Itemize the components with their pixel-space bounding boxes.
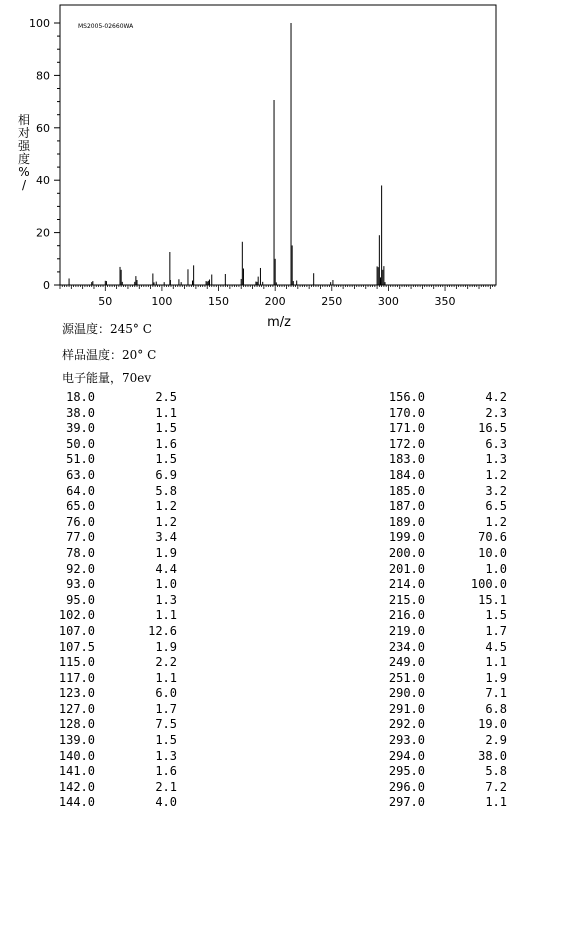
peak-table-row — [383, 686, 507, 702]
relative-intensity-value: 7.5 — [155, 717, 177, 732]
mz-value: 50.0 — [66, 436, 95, 451]
peak-table-row — [53, 624, 177, 640]
mz-value: 214.0 — [388, 577, 425, 592]
peak-table-row — [53, 468, 177, 484]
mz-value: 107.0 — [58, 623, 95, 638]
mz-value: 171.0 — [388, 421, 425, 436]
mz-value: 63.0 — [66, 467, 95, 482]
y-axis-label-char: / — [21, 178, 27, 192]
peak-table-row — [383, 655, 507, 671]
relative-intensity-value: 1.1 — [155, 608, 177, 623]
peak-table-row — [53, 733, 177, 749]
x-tick-label: 100 — [151, 295, 173, 308]
relative-intensity-value: 1.6 — [155, 764, 177, 779]
x-axis — [60, 285, 495, 308]
mz-value: 201.0 — [388, 561, 425, 576]
mz-value: 292.0 — [388, 717, 425, 732]
peak-table-row — [53, 780, 177, 796]
mz-value: 39.0 — [66, 421, 95, 436]
y-axis — [29, 17, 60, 292]
mz-value: 65.0 — [66, 499, 95, 514]
peak-table-row — [383, 468, 507, 484]
peak-table-row — [383, 780, 507, 796]
mz-value: 102.0 — [58, 608, 95, 623]
relative-intensity-value: 2.5 — [155, 390, 177, 404]
relative-intensity-value: 7.1 — [485, 686, 507, 701]
relative-intensity-value: 2.9 — [485, 733, 507, 748]
relative-intensity-value: 1.0 — [485, 561, 507, 576]
peak-table-row — [53, 390, 177, 406]
peak-table-row — [383, 421, 507, 437]
y-axis-label-char: % — [18, 165, 30, 179]
peak-table-row — [53, 437, 177, 453]
peak-table-row — [383, 390, 507, 406]
mz-value: 187.0 — [388, 499, 425, 514]
peak-table-row — [53, 717, 177, 733]
mz-value: 290.0 — [388, 686, 425, 701]
relative-intensity-value: 2.2 — [155, 655, 177, 670]
relative-intensity-value: 15.1 — [478, 592, 507, 607]
mass-spectrum-chart — [0, 0, 570, 340]
relative-intensity-value: 1.7 — [155, 701, 177, 716]
y-tick-label: 60 — [36, 121, 50, 135]
mz-value: 77.0 — [66, 530, 95, 545]
peak-table-row — [53, 749, 177, 765]
peak-table-row — [53, 515, 177, 531]
sample-temperature: 样品温度：20° C — [62, 348, 157, 362]
peak-table-row — [53, 406, 177, 422]
plot-frame — [60, 5, 496, 285]
relative-intensity-value: 1.1 — [485, 795, 507, 810]
mz-value: 78.0 — [66, 545, 95, 560]
y-tick-label: 100 — [29, 17, 50, 30]
mz-value: 216.0 — [388, 608, 425, 623]
electron-energy: 电子能量，70ev — [62, 371, 152, 385]
mz-value: 296.0 — [388, 779, 425, 794]
sample-id-label: MS2005-02660WA — [78, 23, 134, 30]
y-axis-label-char: 相 — [17, 113, 31, 127]
peak-table-row — [53, 562, 177, 578]
y-axis-label-char: 度 — [17, 152, 31, 166]
relative-intensity-value: 1.2 — [155, 514, 177, 529]
peak-series — [69, 23, 385, 285]
mz-value: 95.0 — [66, 592, 95, 607]
relative-intensity-value: 6.3 — [485, 436, 507, 451]
mz-value: 51.0 — [66, 452, 95, 467]
peak-table-row — [383, 562, 507, 578]
peak-table-row — [383, 624, 507, 640]
mz-value: 172.0 — [388, 436, 425, 451]
x-tick-label: 300 — [377, 295, 399, 308]
y-axis-label-char: 对 — [17, 126, 31, 140]
peak-table-row — [53, 546, 177, 562]
relative-intensity-value: 1.5 — [485, 608, 507, 623]
mz-value: 189.0 — [388, 514, 425, 529]
relative-intensity-value: 2.3 — [485, 405, 507, 420]
peak-table-row — [383, 733, 507, 749]
x-tick-label: 350 — [434, 295, 456, 308]
mz-value: 140.0 — [58, 748, 95, 763]
x-tick-label: 150 — [208, 295, 230, 308]
relative-intensity-value: 1.2 — [155, 499, 177, 514]
mz-value: 123.0 — [58, 686, 95, 701]
relative-intensity-value: 1.9 — [155, 545, 177, 560]
peak-table-left — [53, 390, 177, 811]
peak-table-row — [383, 530, 507, 546]
mz-value: 185.0 — [388, 483, 425, 498]
peak-table-row — [383, 499, 507, 515]
mz-value: 295.0 — [388, 764, 425, 779]
mz-value: 183.0 — [388, 452, 425, 467]
relative-intensity-value: 7.2 — [485, 779, 507, 794]
relative-intensity-value: 1.2 — [485, 467, 507, 482]
mz-value: 117.0 — [58, 670, 95, 685]
relative-intensity-value: 10.0 — [478, 545, 507, 560]
relative-intensity-value: 3.4 — [155, 530, 177, 545]
relative-intensity-value: 1.1 — [485, 655, 507, 670]
peak-table-row — [53, 484, 177, 500]
peak-table-row — [383, 593, 507, 609]
mz-value: 170.0 — [388, 405, 425, 420]
peak-table-row — [53, 640, 177, 656]
peak-table-row — [383, 406, 507, 422]
relative-intensity-value: 4.0 — [155, 795, 177, 810]
peak-table-row — [383, 795, 507, 811]
mz-value: 156.0 — [388, 390, 425, 404]
peak-table-row — [383, 546, 507, 562]
peak-table-row — [383, 437, 507, 453]
relative-intensity-value: 4.5 — [485, 639, 507, 654]
mz-value: 127.0 — [58, 701, 95, 716]
relative-intensity-value: 1.5 — [155, 452, 177, 467]
mz-value: 215.0 — [388, 592, 425, 607]
relative-intensity-value: 19.0 — [478, 717, 507, 732]
mz-value: 107.5 — [58, 639, 95, 654]
y-axis-label-char: 强 — [17, 139, 31, 153]
x-tick-label: 200 — [264, 295, 286, 308]
mz-value: 64.0 — [66, 483, 95, 498]
relative-intensity-value: 38.0 — [478, 748, 507, 763]
relative-intensity-value: 4.2 — [485, 390, 507, 404]
relative-intensity-value: 1.6 — [155, 436, 177, 451]
mz-value: 128.0 — [58, 717, 95, 732]
mz-value: 144.0 — [58, 795, 95, 810]
relative-intensity-value: 6.5 — [485, 499, 507, 514]
peak-table-row — [383, 749, 507, 765]
peak-table-row — [53, 593, 177, 609]
mz-value: 184.0 — [388, 467, 425, 482]
x-tick-label: 250 — [321, 295, 343, 308]
relative-intensity-value: 1.9 — [485, 670, 507, 685]
relative-intensity-value: 6.9 — [155, 467, 177, 482]
peak-table-row — [53, 764, 177, 780]
relative-intensity-value: 1.1 — [155, 670, 177, 685]
peak-table-row — [383, 764, 507, 780]
peak-table-row — [53, 608, 177, 624]
peak-table-row — [383, 452, 507, 468]
peak-table-row — [383, 702, 507, 718]
relative-intensity-value: 6.0 — [155, 686, 177, 701]
relative-intensity-value: 4.4 — [155, 561, 177, 576]
mz-value: 115.0 — [58, 655, 95, 670]
peak-table-row — [383, 671, 507, 687]
mz-value: 234.0 — [388, 639, 425, 654]
mz-value: 38.0 — [66, 405, 95, 420]
mz-value: 293.0 — [388, 733, 425, 748]
peak-table-row — [53, 530, 177, 546]
peak-table-row — [53, 655, 177, 671]
mz-value: 199.0 — [388, 530, 425, 545]
peak-table-row — [383, 484, 507, 500]
peak-table-row — [53, 452, 177, 468]
relative-intensity-value: 1.7 — [485, 623, 507, 638]
peak-table-row — [383, 608, 507, 624]
y-tick-label: 0 — [43, 279, 50, 292]
mz-value: 297.0 — [388, 795, 425, 810]
mz-value: 291.0 — [388, 701, 425, 716]
relative-intensity-value: 1.5 — [155, 421, 177, 436]
relative-intensity-value: 1.1 — [155, 405, 177, 420]
mz-value: 249.0 — [388, 655, 425, 670]
peak-table-row — [383, 717, 507, 733]
relative-intensity-value: 2.1 — [155, 779, 177, 794]
mz-value: 142.0 — [58, 779, 95, 794]
relative-intensity-value: 100.0 — [470, 577, 507, 592]
y-axis-label — [18, 112, 31, 192]
relative-intensity-value: 3.2 — [485, 483, 507, 498]
relative-intensity-value: 1.3 — [485, 452, 507, 467]
source-temperature: 源温度：245° C — [62, 322, 152, 336]
peak-table-row — [53, 795, 177, 811]
relative-intensity-value: 6.8 — [485, 701, 507, 716]
y-tick-label: 20 — [36, 226, 50, 240]
relative-intensity-value: 5.8 — [485, 764, 507, 779]
mz-value: 92.0 — [66, 561, 95, 576]
mz-value: 93.0 — [66, 577, 95, 592]
relative-intensity-value: 5.8 — [155, 483, 177, 498]
x-axis-label: m/z — [267, 315, 291, 330]
peak-table-row — [53, 499, 177, 515]
mz-value: 18.0 — [66, 390, 95, 404]
relative-intensity-value: 16.5 — [478, 421, 507, 436]
mz-value: 139.0 — [58, 733, 95, 748]
peak-table-row — [383, 515, 507, 531]
peak-table-row — [53, 702, 177, 718]
mz-value: 251.0 — [388, 670, 425, 685]
peak-table-row — [383, 577, 507, 593]
peak-table-row — [53, 686, 177, 702]
peak-table-right — [383, 390, 507, 811]
relative-intensity-value: 70.6 — [478, 530, 507, 545]
mz-value: 141.0 — [58, 764, 95, 779]
relative-intensity-value: 1.2 — [485, 514, 507, 529]
mz-value: 76.0 — [66, 514, 95, 529]
relative-intensity-value: 1.3 — [155, 748, 177, 763]
relative-intensity-value: 1.5 — [155, 733, 177, 748]
mz-value: 200.0 — [388, 545, 425, 560]
y-tick-label: 80 — [36, 69, 50, 83]
relative-intensity-value: 1.9 — [155, 639, 177, 654]
x-tick-label: 50 — [98, 295, 113, 308]
peak-table-row — [53, 577, 177, 593]
relative-intensity-value: 12.6 — [148, 623, 177, 638]
mz-value: 219.0 — [388, 623, 425, 638]
relative-intensity-value: 1.3 — [155, 592, 177, 607]
peak-table-row — [53, 421, 177, 437]
relative-intensity-value: 1.0 — [155, 577, 177, 592]
peak-table-row — [383, 640, 507, 656]
peak-table-row — [53, 671, 177, 687]
y-tick-label: 40 — [36, 174, 50, 188]
mz-value: 294.0 — [388, 748, 425, 763]
